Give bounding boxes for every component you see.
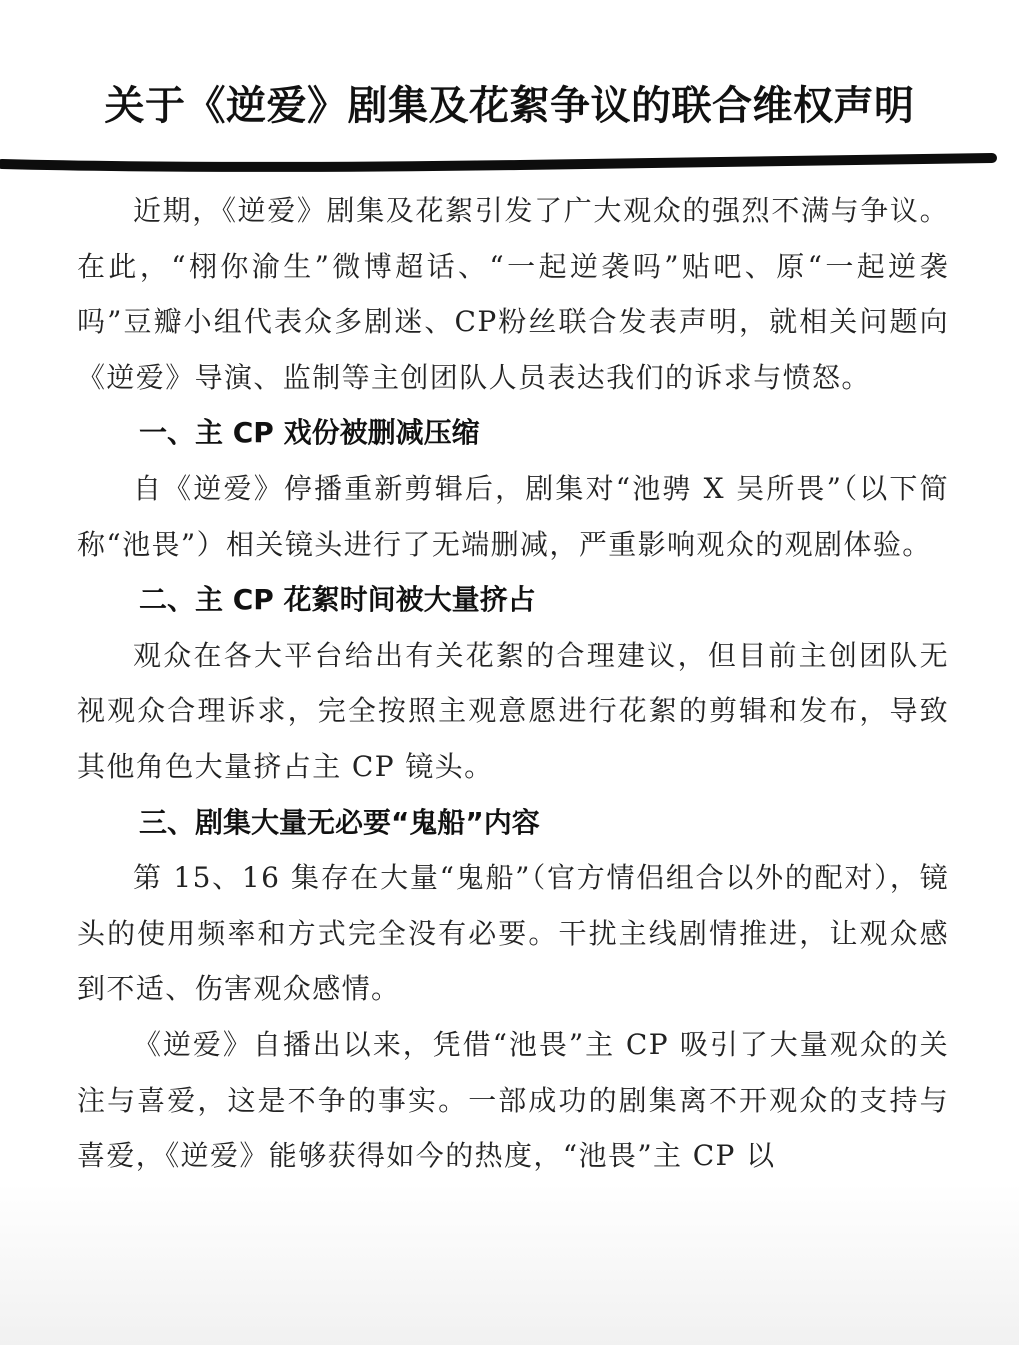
section-heading-3: 三、剧集大量无必要“鬼船”内容 xyxy=(139,805,540,839)
section-text-2: 观众在各大平台给出有关花絮的合理建议，但目前主创团队无视观众合理诉求，完全按照主观意愿进行花絮的剪辑和发布，导致其他角色大量挤占主 CP 镜头。 xyxy=(77,638,949,783)
section-text-3: 第 15、16 集存在大量“鬼船”（官方情侣组合以外的配对），镜头的使用频率和方式完全没有必要。干扰主线剧情推进，让观众感到不适、伤害观众感情。 xyxy=(77,861,949,1006)
statement-body xyxy=(77,183,949,1184)
document-title: 关于《逆爱》剧集及花絮争议的联合维权声明 xyxy=(104,83,915,129)
section-text-1: 自《逆爱》停播重新剪辑后，剧集对“池骋 X 吴所畏”（以下简称“池畏”）相关镜头进行了无端删减，严重影响观众的观剧体验。 xyxy=(77,471,949,561)
intro-paragraph: 近期，《逆爱》剧集及花絮引发了广大观众的强烈不满与争议。在此，“栩你渝生”微博超话、“一起逆袭吗”贴吧、原“一起逆袭吗”豆瓣小组代表众多剧迷、CP粉丝联合发表声明，就相关问题向《逆爱》导演、监制等主创团队人员表达我们的诉求与愤怒。 xyxy=(77,194,949,394)
section-heading-2: 二、主 CP 花絮时间被大量挤占 xyxy=(139,583,536,617)
section-heading-1: 一、主 CP 戏份被删减压缩 xyxy=(139,416,480,450)
closing-paragraph: 《逆爱》自播出以来，凭借“池畏”主 CP 吸引了大量观众的关注与喜爱，这是不争的事实。一部成功的剧集离不开观众的支持与喜爱，《逆爱》能够获得如今的热度，“池畏”主 CP 以 xyxy=(77,1027,949,1173)
